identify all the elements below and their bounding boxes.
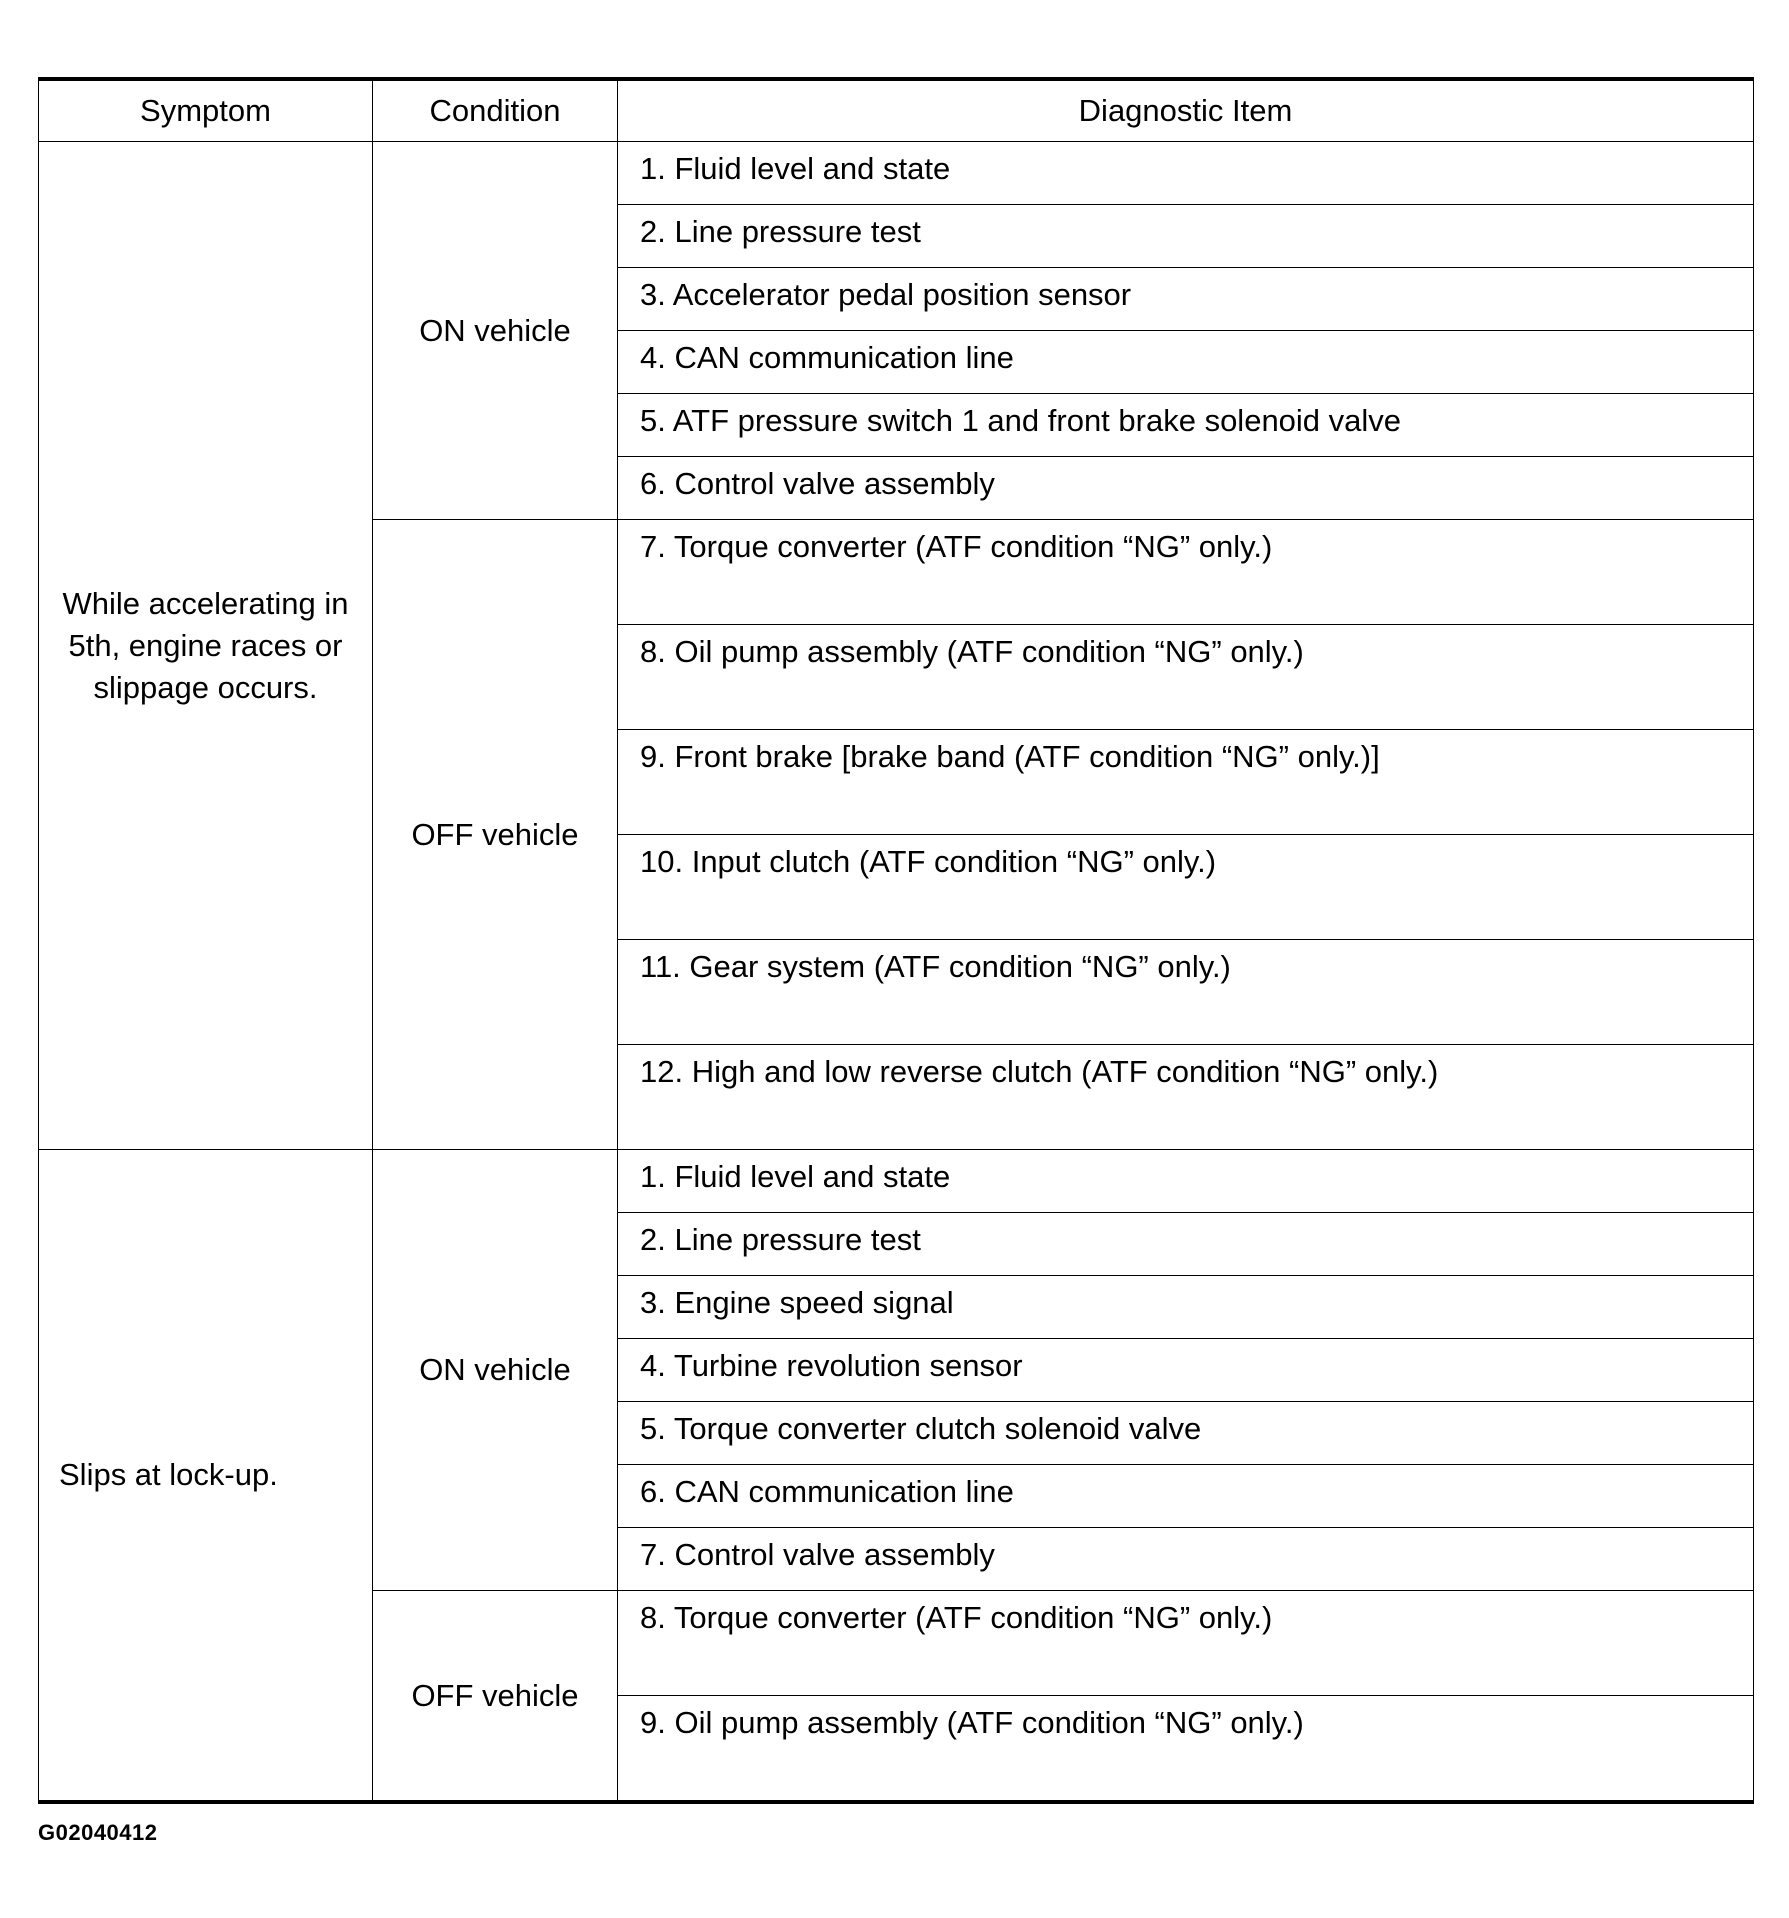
header-condition: Condition [373,79,618,142]
condition-cell: ON vehicle [373,1150,618,1591]
header-symptom: Symptom [39,79,373,142]
condition-cell: OFF vehicle [373,1591,618,1803]
diagnostic-item: 3. Accelerator pedal position sensor [618,268,1754,331]
diagnostic-item: 1. Fluid level and state [618,1150,1754,1213]
table-row [39,142,1754,205]
diagnostic-item: 4. CAN communication line [618,331,1754,394]
header-diagnostic-item: Diagnostic Item [618,79,1754,142]
diagnostic-item: 1. Fluid level and state [618,142,1754,205]
diagnostic-item: 9. Oil pump assembly (ATF condition “NG” only.) [618,1696,1754,1803]
diagnostic-item: 10. Input clutch (ATF condition “NG” only.) [618,835,1754,940]
diagnostic-item: 2. Line pressure test [618,1213,1754,1276]
condition-cell: ON vehicle [373,142,618,520]
table-row [39,1150,1754,1213]
diagnostic-item: 7. Torque converter (ATF condition “NG” only.) [618,520,1754,625]
diagnostic-table [38,77,1754,1804]
symptom-cell: While accelerating in 5th, engine races or slippage occurs. [39,142,373,1150]
diagnostic-item: 2. Line pressure test [618,205,1754,268]
diagnostic-item: 5. Torque converter clutch solenoid valve [618,1402,1754,1465]
figure-code: G02040412 [38,1820,158,1845]
diagnostic-item: 3. Engine speed signal [618,1276,1754,1339]
condition-cell: OFF vehicle [373,520,618,1150]
diagnostic-item: 9. Front brake [brake band (ATF condition “NG” only.)] [618,730,1754,835]
diagnostic-item: 4. Turbine revolution sensor [618,1339,1754,1402]
diagnostic-item: 6. CAN communication line [618,1465,1754,1528]
header-row [39,79,1754,142]
diagnostic-item: 5. ATF pressure switch 1 and front brake solenoid valve [618,394,1754,457]
diagnostic-item: 8. Torque converter (ATF condition “NG” only.) [618,1591,1754,1696]
diagnostic-item: 7. Control valve assembly [618,1528,1754,1591]
diagnostic-item: 12. High and low reverse clutch (ATF condition “NG” only.) [618,1045,1754,1150]
diagnostic-item: 6. Control valve assembly [618,457,1754,520]
symptom-cell: Slips at lock-up. [39,1150,373,1803]
diagnostic-item: 11. Gear system (ATF condition “NG” only.) [618,940,1754,1045]
diagnostic-item: 8. Oil pump assembly (ATF condition “NG” only.) [618,625,1754,730]
